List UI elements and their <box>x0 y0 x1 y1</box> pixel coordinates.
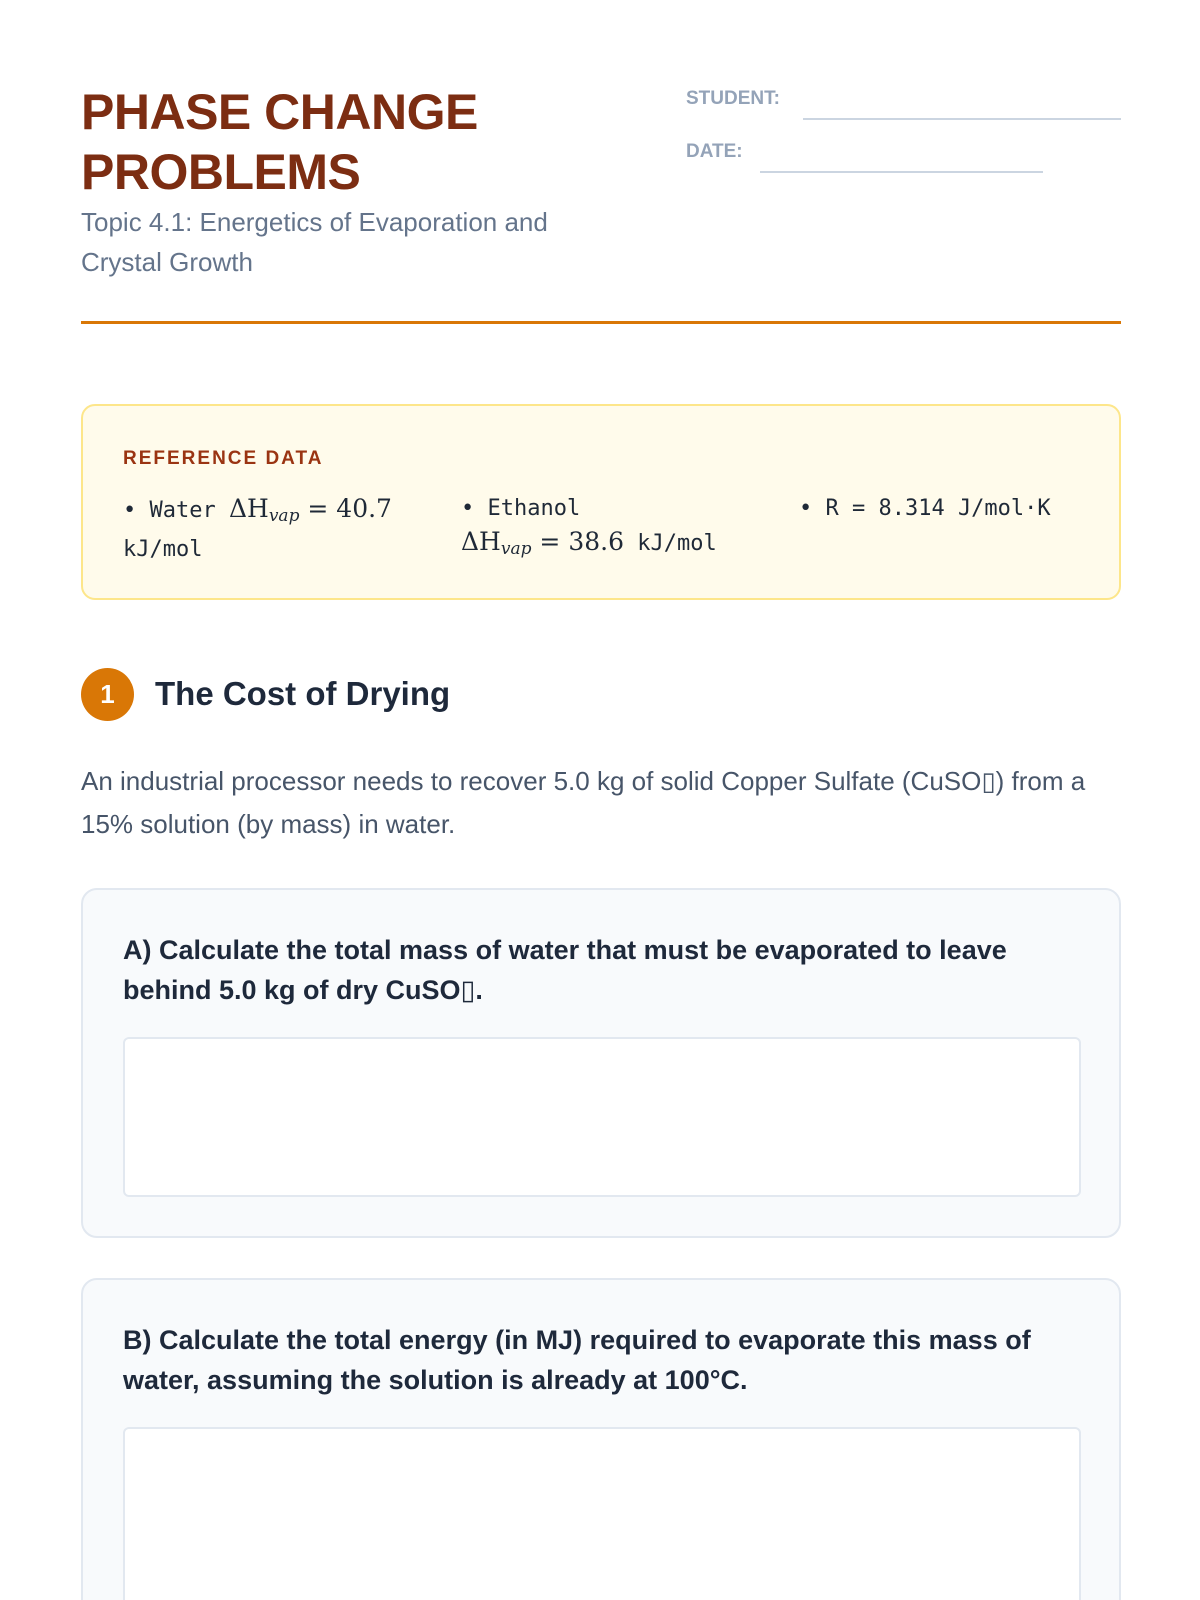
part-b-card <box>81 1278 1121 1600</box>
water-label: • Water <box>123 498 216 523</box>
reference-gas-constant: • R = 8.314 J/mol·K <box>799 496 1051 521</box>
student-label: STUDENT: <box>686 88 780 109</box>
part-b-prompt: B) Calculate the total energy (in MJ) required to evaporate this mass of water, assuming the solution is already at 100°C. <box>123 1325 1031 1395</box>
ethanol-value: = 38.6 <box>531 527 624 556</box>
part-a-card <box>81 888 1121 1238</box>
water-delta-h: ΔH <box>228 494 269 523</box>
ethanol-delta-h: ΔH <box>461 527 501 556</box>
reference-data-box <box>81 404 1121 600</box>
water-value: = 40.7 <box>299 494 392 523</box>
question-body: An industrial processor needs to recover 5.0 kg of solid Copper Sulfate (CuSO▯) from a 15% solution (by mass) in water. <box>81 766 1086 839</box>
part-b-answer-box[interactable] <box>123 1427 1081 1600</box>
reference-ethanol <box>461 492 761 566</box>
worksheet-header <box>81 80 1121 324</box>
part-a-prompt: A) Calculate the total mass of water that must be evaporated to leave behind 5.0 kg of dry CuSO▯. <box>123 935 1007 1005</box>
part-a-answer-box[interactable] <box>123 1037 1081 1197</box>
ethanol-vap-subscript: vap <box>500 539 532 559</box>
reference-water <box>123 492 413 566</box>
ethanol-label: • Ethanol <box>461 496 581 521</box>
water-formula <box>228 494 392 526</box>
question-title: The Cost of Drying <box>155 675 451 712</box>
date-field[interactable] <box>760 171 1043 173</box>
question-number-badge: 1 <box>81 668 134 721</box>
water-vap-subscript: vap <box>268 506 300 526</box>
title-line-2: PROBLEMS <box>81 144 361 200</box>
ethanol-unit: kJ/mol <box>624 531 717 556</box>
reference-title: REFERENCE DATA <box>123 448 324 469</box>
page-title <box>81 82 478 202</box>
water-unit: kJ/mol <box>123 537 203 562</box>
title-line-1: PHASE CHANGE <box>81 84 478 140</box>
date-label: DATE: <box>686 141 743 162</box>
page-subtitle: Topic 4.1: Energetics of Evaporation and Crystal Growth <box>81 207 548 277</box>
ethanol-formula <box>461 527 624 559</box>
student-field[interactable] <box>803 118 1121 120</box>
